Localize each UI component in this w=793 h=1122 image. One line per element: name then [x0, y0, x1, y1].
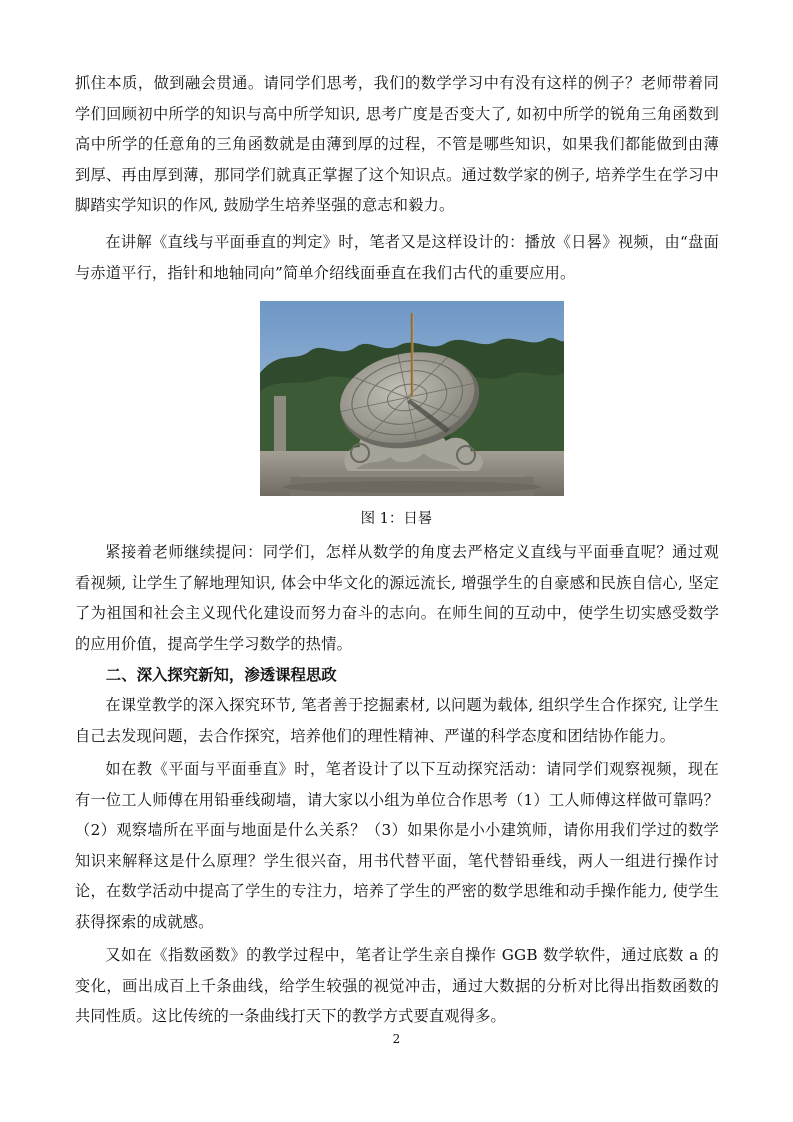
- sundial-illustration: [260, 301, 564, 496]
- paragraph-4: 在课堂教学的深入探究环节, 笔者善于挖掘素材, 以问题为载体, 组织学生合作探究, 让学生自己去发现问题，去合作探究，培养他们的理性精神、严谨的科学态度和团结协作能力。: [75, 696, 719, 745]
- paragraph-6: 又如在《指数函数》的教学过程中，笔者让学生亲自操作 GGB 数学软件，通过底数 a 的变化，画出成百上千条曲线，给学生较强的视觉冲击，通过大数据的分析对比得出指数函数的共同性质。这比传统的一条曲线打天下的教学方式要直观得多。: [75, 946, 719, 1025]
- page-number: 2: [392, 1032, 401, 1046]
- sundial-image: [260, 301, 564, 496]
- figure-caption: 图 1：日晷: [360, 511, 433, 527]
- paragraph-1: 抓住本质，做到融会贯通。请同学们思考，我们的数学学习中有没有这样的例子？老师带着同学们回顾初中所学的知识与高中所学知识, 思考广度是否变大了, 如初中所学的锐角三角函数到高中所学的任意角的三角函数就是由薄到厚的过程，不管是哪些知识，如果我们都能做到由薄到厚、再由厚到薄，那同学们就真正掌握了这个知识点。通过数学家的例子, 培养学生在学习中脚踏实学知识的作风, 鼓励学生培养坚强的意志和毅力。: [75, 74, 719, 214]
- paragraph-3: 紧接着老师继续提问：同学们，怎样从数学的角度去严格定义直线与平面垂直呢？通过观看视频, 让学生了解地理知识, 体会中华文化的源远流长, 增强学生的自豪感和民族自信心, 坚定了为祖国和社会主义现代化建设而努力奋斗的志向。在师生间的互动中，使学生切实感受数学的应用价值，提高学生学习数学的热情。: [75, 543, 719, 653]
- paragraph-2: 在讲解《直线与平面垂直的判定》时，笔者又是这样设计的：播放《日晷》视频，由“盘面与赤道平行，指针和地轴同向”简单介绍线面垂直在我们古代的重要应用。: [75, 233, 719, 282]
- paragraph-5: 如在教《平面与平面垂直》时，笔者设计了以下互动探究活动：请同学们观察视频，现在有一位工人师傅在用铅垂线砌墙，请大家以小组为单位合作思考（1）工人师傅这样做可靠吗？（2）观察墙所在平面与地面是什么关系？（3）如果你是小小建筑师，请你用我们学过的数学知识来解释这是什么原理？学生很兴奋，用书代替平面，笔代替铅垂线，两人一组进行操作讨论，在数学活动中提高了学生的专注力，培养了学生的严密的数学思维和动手操作能力, 使学生获得探索的成就感。: [75, 760, 719, 931]
- section-heading: 二、深入探究新知，渗透课程思政: [105, 666, 337, 684]
